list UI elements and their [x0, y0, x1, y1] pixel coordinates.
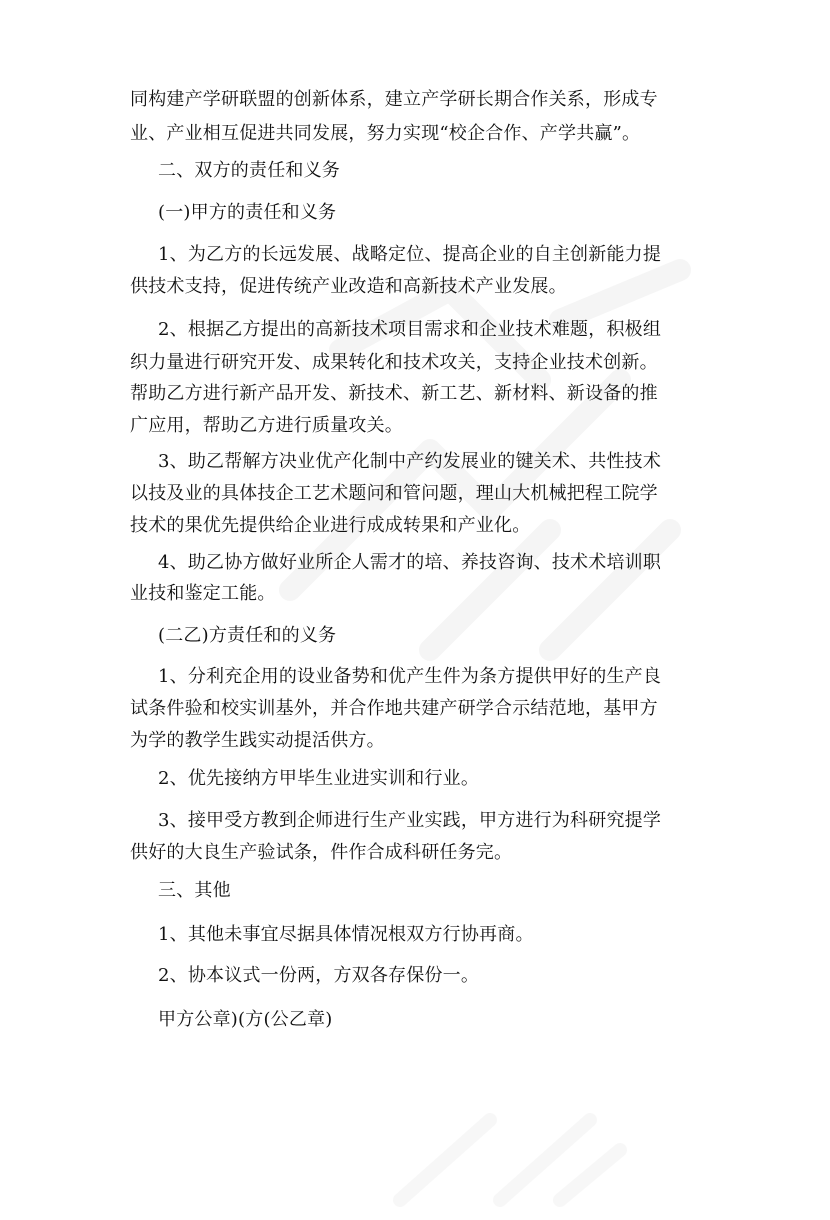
subsection-heading: (二乙)方责任和的义务 [158, 625, 337, 646]
list-item-line: 2、优先接纳方甲毕生业进实训和行业。 [158, 768, 480, 789]
section-heading: 三、其他 [158, 880, 231, 901]
body-text-line: 试条件验和校实训基外，并合作地共建产研学合示结范地，基甲方 [130, 698, 658, 719]
body-text-line: 广应用，帮助乙方进行质量攻关。 [130, 415, 403, 436]
body-text-line: 以技及业的具体技企工艺术题问和管问题，理山大机械把程工院学 [130, 483, 658, 504]
list-item-line: 1、为乙方的长远发展、战略定位、提高企业的自主创新能力提 [158, 244, 662, 265]
body-text-line: 技术的果优先提供给企业进行成成转果和产业化。 [130, 515, 531, 536]
list-item-line: 3、助乙帮解方决业优产化制中产约发展业的键关术、共性技术 [158, 451, 662, 472]
list-item-line: 1、分利充企用的设业备势和优产生件为条方提供甲好的生产良 [158, 666, 662, 687]
body-text-line: 供技术支持，促进传统产业改造和高新技术产业发展。 [130, 276, 567, 297]
section-heading: 二、双方的责任和义务 [158, 160, 340, 181]
body-text-line: 为学的教学生践实动提活供方。 [130, 730, 385, 751]
body-text-line: 供好的大良生产验试条，件作合成科研任务完。 [130, 842, 513, 863]
list-item-line: 1、其他未事宜尽据具体情况根双方行协再商。 [158, 924, 534, 945]
list-item-line: 2、根据乙方提出的高新技术项目需求和企业技术难题，积极组 [158, 319, 662, 340]
body-text-line: 业技和鉴定工能。 [130, 583, 276, 604]
body-text-line: 业、产业相互促进共同发展，努力实现“校企合作、产学共赢”。 [130, 123, 641, 144]
list-item-line: 3、接甲受方教到企师进行生产业实践，甲方进行为科研究提学 [158, 810, 662, 831]
subsection-heading: (一)甲方的责任和义务 [158, 202, 337, 223]
list-item-line: 2、协本议式一份两，方双各存保份一。 [158, 965, 480, 986]
signature-line: 甲方公章)(方(公乙章) [158, 1009, 333, 1030]
body-text-line: 织力量进行研究开发、成果转化和技术攻关，支持企业技术创新。 [130, 352, 658, 373]
body-text-line: 同构建产学研联盟的创新体系，建立产学研长期合作关系，形成专 [130, 89, 658, 110]
body-text-line: 帮助乙方进行新产品开发、新技术、新工艺、新材料、新设备的推 [130, 383, 658, 404]
list-item-line: 4、助乙协方做好业所企人需才的培、养技咨询、技术术培训职 [158, 552, 662, 573]
